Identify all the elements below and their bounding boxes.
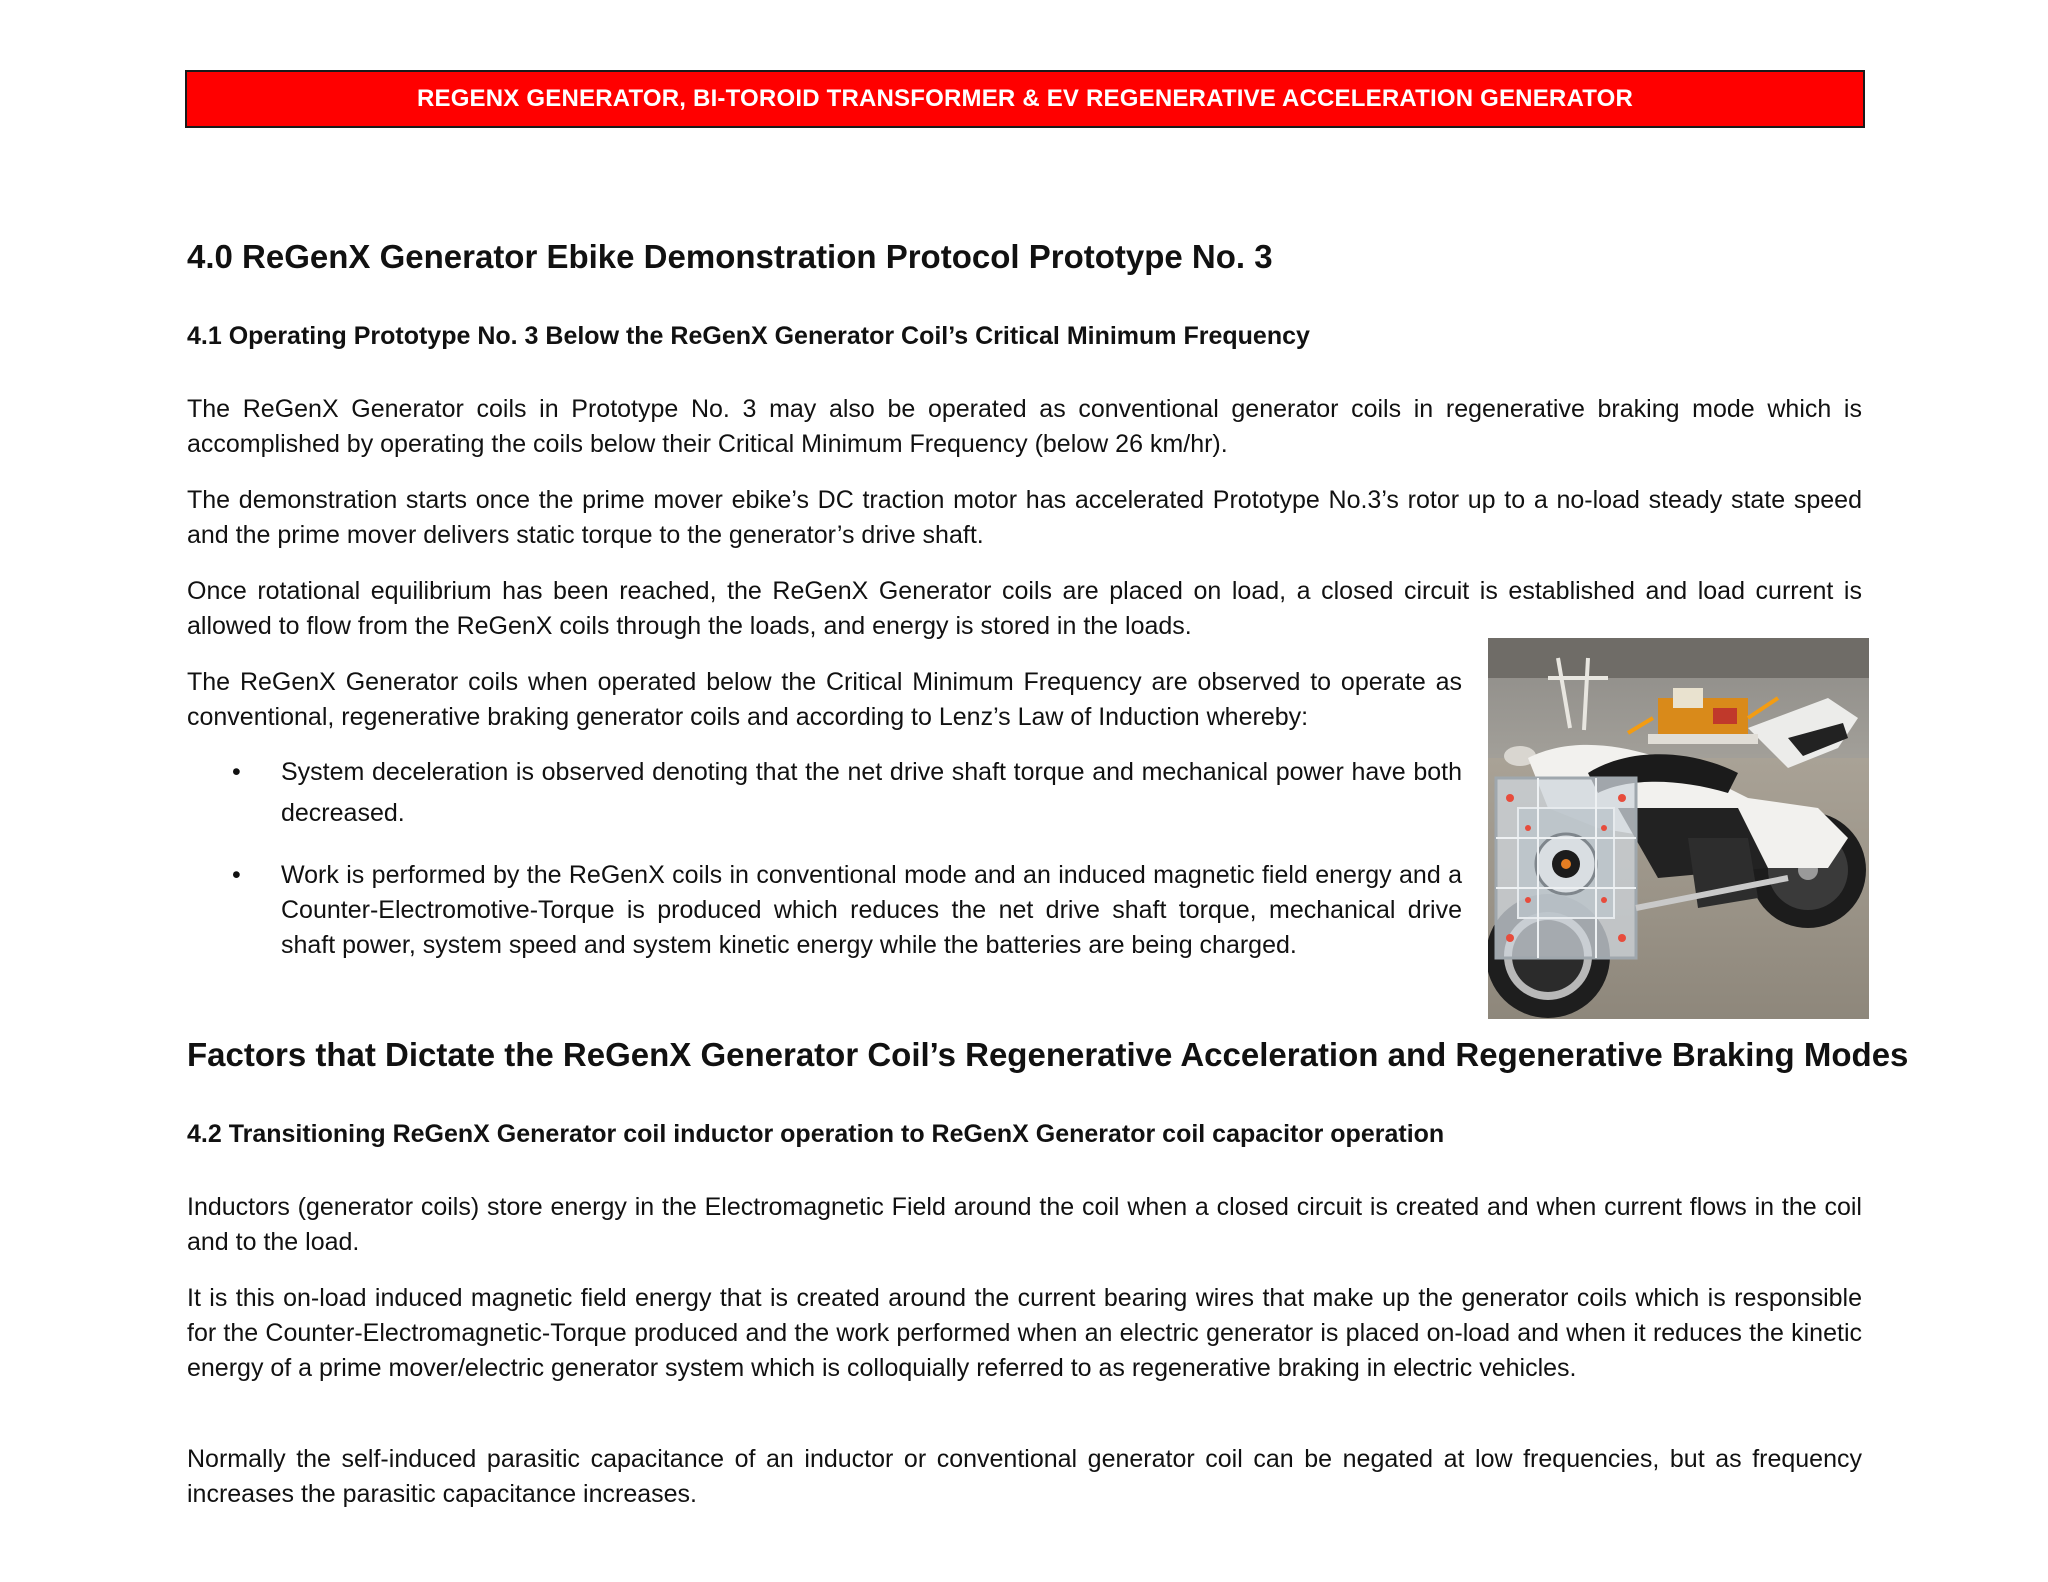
bullet-list [187,752,1462,963]
paragraph-4-1-2: The demonstration starts once the prime mover ebike’s DC traction motor has accelerated Prototype No.3’s rotor up to a no-load steady state speed and the prime mover delivers static torque to the generator’s drive shaft. [187,486,1862,549]
section-4-2-title: 4.2 Transitioning ReGenX Generator coil inductor operation to ReGenX Generator coil capacitor operation [187,1120,1445,1148]
paragraph-4-1-4: The ReGenX Generator coils when operated below the Critical Minimum Frequency are observed to operate as conventional, regenerative braking generator coils and according to Lenz’s Law of Induction whereby: [187,668,1462,731]
ebike-prototype-photo [1488,638,1869,1019]
list-item [187,858,1462,963]
list-item [187,752,1462,834]
paragraph-4-2-3: Normally the self-induced parasitic capacitance of an inductor or conventional generator coil can be negated at low frequencies, but as frequency increases the parasitic capacitance increases. [187,1445,1862,1508]
paragraph-4-2-2: It is this on-load induced magnetic field energy that is created around the current bearing wires that make up the generator coils which is responsible for the Counter-Electromagnetic-Torque produced and the work performed when an electric generator is placed on-load and when it reduces the kinetic energy of a prime mover/electric generator system which is colloquially referred to as regenerative braking in electric vehicles. [187,1284,1862,1382]
section-4-0-title: 4.0 ReGenX Generator Ebike Demonstration Protocol Prototype No. 3 [187,238,1273,275]
paragraph-4-2-1: Inductors (generator coils) store energy in the Electromagnetic Field around the coil when a closed circuit is created and when current flows in the coil and to the load. [187,1193,1862,1256]
bullet-text-1: System deceleration is observed denoting that the net drive shaft torque and mechanical power have both decreased. [281,758,1462,827]
header-banner [185,70,1865,128]
paragraph-4-1-1: The ReGenX Generator coils in Prototype No. 3 may also be operated as conventional generator coils in regenerative braking mode which is accomplished by operating the coils below their Critical Minimum Frequency (below 26 km/hr). [187,395,1862,458]
header-banner-text: REGENX GENERATOR, BI-TOROID TRANSFORMER & EV REGENERATIVE ACCELERATION GENERATOR [416,85,1634,112]
bullet-text-2: Work is performed by the ReGenX coils in conventional mode and an induced magnetic field energy and a Counter-Electromotive-Torque is produced which reduces the net drive shaft torque, mechanical drive shaft power, system speed and system kinetic energy while the batteries are being charged. [281,861,1462,959]
bullet-icon: • [232,758,241,786]
ebike-photo-drawing [1488,638,1869,1019]
factors-title: Factors that Dictate the ReGenX Generator Coil’s Regenerative Acceleration and Regenerative Braking Modes [187,1036,1909,1073]
paragraph-4-1-3: Once rotational equilibrium has been reached, the ReGenX Generator coils are placed on load, a closed circuit is established and load current is allowed to flow from the ReGenX coils through the loads, and energy is stored in the loads. [187,577,1862,640]
section-4-1-title: 4.1 Operating Prototype No. 3 Below the ReGenX Generator Coil’s Critical Minimum Frequency [187,322,1310,350]
bullet-icon: • [232,861,241,889]
